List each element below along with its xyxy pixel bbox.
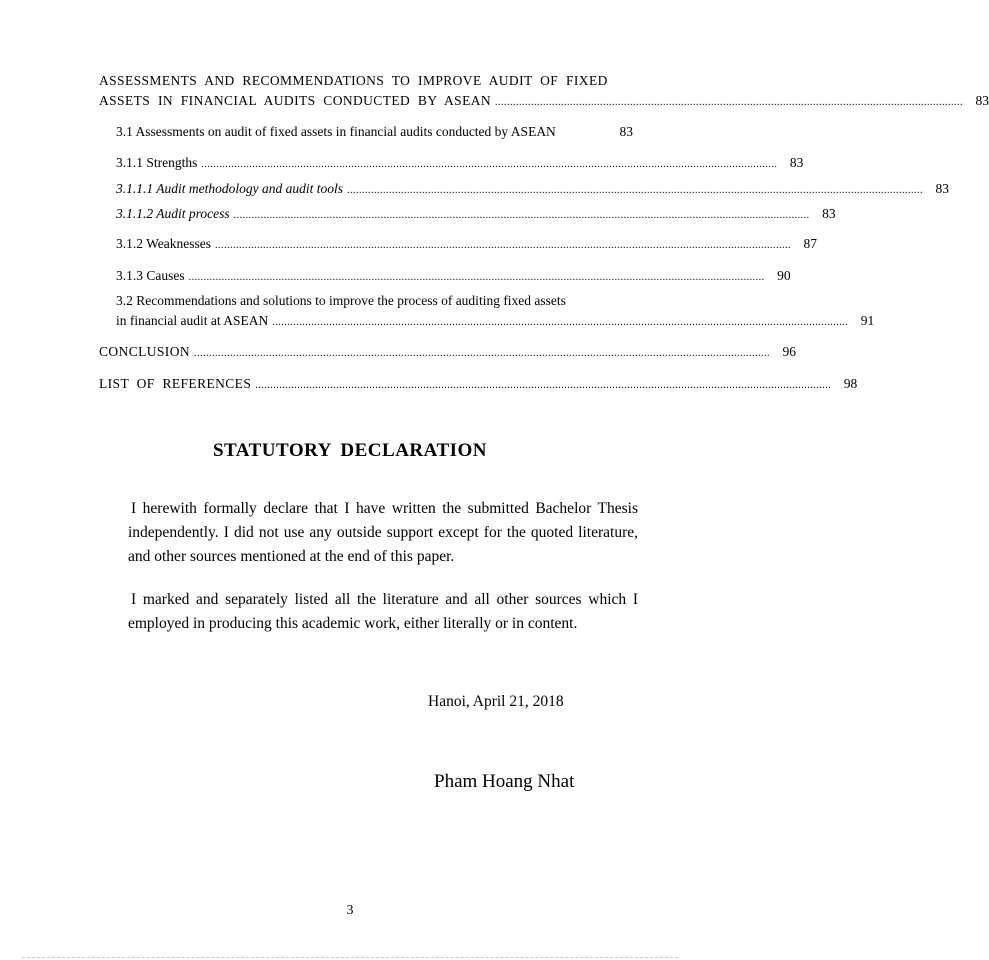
toc-leader-dots: ................................................................................................................................................................................................ bbox=[233, 210, 810, 221]
toc-entry-references[interactable] bbox=[99, 375, 858, 394]
toc-entry-3-2[interactable] bbox=[116, 312, 875, 331]
toc-chapter3-line2: ASSETS IN FINANCIAL AUDITS CONDUCTED BY ASEAN bbox=[99, 93, 492, 108]
toc-entry-chapter3[interactable] bbox=[99, 92, 989, 111]
toc-entry-label: 3.1.1.2 Audit process bbox=[116, 206, 230, 221]
toc-entry-label: 3.1.1.1 Audit methodology and audit tools bbox=[116, 181, 343, 196]
page-number: 3 bbox=[346, 903, 354, 918]
toc-entry-label: 3.1.2 Weaknesses bbox=[116, 236, 212, 251]
toc-leader-dots: ................................................................................................................................................................................................ bbox=[194, 348, 771, 359]
toc-leader-dots: ................................................................................................................................................................................................ bbox=[347, 185, 923, 196]
toc-entry-3-1-2[interactable] bbox=[116, 235, 818, 254]
toc-page-number: 90 bbox=[777, 268, 791, 283]
toc-entry-3-1-1-1[interactable] bbox=[116, 180, 949, 199]
toc-page-number: 87 bbox=[803, 236, 818, 251]
toc-page-number: 83 bbox=[822, 206, 836, 221]
toc-entry-3-1-1-2[interactable] bbox=[116, 205, 836, 224]
toc-entry-label: 3.1.3 Causes bbox=[116, 268, 185, 283]
toc-entry-conclusion[interactable] bbox=[99, 343, 797, 362]
page-bottom-divider bbox=[22, 957, 678, 958]
toc-page-number: 91 bbox=[860, 313, 875, 328]
toc-leader-dots: ................................................................................................................................................................................................ bbox=[201, 159, 778, 170]
toc-leader-dots: ................................................................................................................................................................................................ bbox=[188, 272, 765, 283]
toc-page-number: 83 bbox=[619, 124, 633, 139]
toc-entry-label: in financial audit at ASEAN bbox=[116, 313, 269, 328]
toc-entry-3-1-3[interactable] bbox=[116, 267, 791, 286]
toc-entry-3-1[interactable] bbox=[116, 123, 633, 140]
toc-3-2-line1: 3.2 Recommendations and solutions to improve the process of auditing fixed assets bbox=[116, 293, 566, 308]
toc-leader-dots: ................................................................................................................................................................................................ bbox=[255, 380, 832, 391]
toc-page-number: 98 bbox=[843, 376, 858, 391]
declaration-paragraph-2: I marked and separately listed all the literature and all other sources which I employed in producing this academic work, either literally or in content. bbox=[128, 591, 638, 632]
toc-entry-label: 3.1 Assessments on audit of fixed assets in financial audits conducted by ASEAN bbox=[116, 124, 556, 139]
signature-name: Pham Hoang Nhat bbox=[434, 771, 575, 792]
toc-leader-dots: ................................................................................................................................................................................................ bbox=[272, 317, 849, 328]
toc-entry-label: LIST OF REFERENCES bbox=[99, 376, 252, 391]
place-and-date: Hanoi, April 21, 2018 bbox=[428, 693, 564, 710]
toc-entry-label: CONCLUSION bbox=[99, 344, 191, 359]
toc-page-number: 83 bbox=[789, 155, 804, 170]
declaration-paragraph-1: I herewith formally declare that I have written the submitted Bachelor Thesis independently. I did not use any outside support except for the quoted literature, and other sources mentioned at the end of this paper. bbox=[128, 500, 638, 565]
toc-page-number: 83 bbox=[935, 181, 949, 196]
toc-leader-dots: ............................................................................................................................................................ bbox=[495, 97, 964, 108]
toc-page-number: 83 bbox=[975, 93, 989, 108]
toc-page-number: 96 bbox=[782, 344, 797, 359]
toc-chapter3-line1: ASSESSMENTS AND RECOMMENDATIONS TO IMPROVE AUDIT OF FIXED bbox=[99, 73, 608, 88]
toc-leader-dots: ................................................................................................................................................................................................ bbox=[215, 240, 792, 251]
declaration-title: STATUTORY DECLARATION bbox=[212, 440, 488, 461]
toc-entry-3-1-1[interactable] bbox=[116, 154, 804, 173]
toc-entry-label: 3.1.1 Strengths bbox=[116, 155, 198, 170]
